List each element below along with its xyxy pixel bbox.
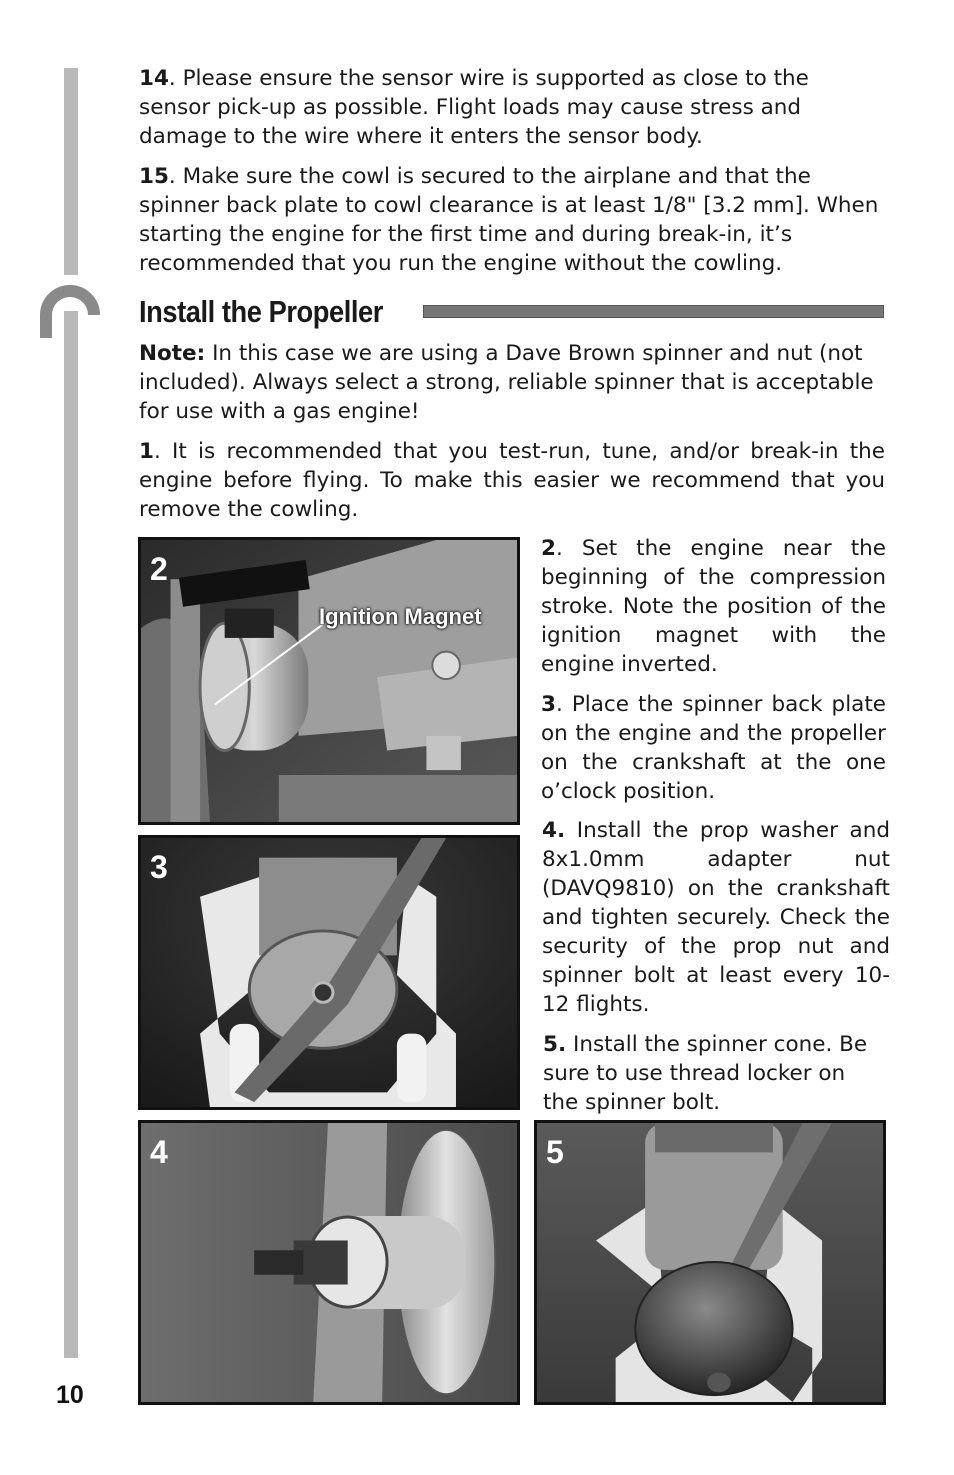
section-header <box>139 292 885 332</box>
photo-number: 4 <box>150 1134 168 1170</box>
note-paragraph <box>139 339 885 426</box>
step-text: . Make sure the cowl is secured to the airplane and that the spinner back plate to cowl clearance is at least 1/8" [3.2 mm]. When starting the engine for the first time and during break-in, it’s recommended that you run the engine without the cowling. <box>139 164 879 276</box>
backplate-propeller-illustration <box>141 838 517 1107</box>
photo-step-2 <box>138 537 520 825</box>
step-num: 3 <box>541 692 556 717</box>
step-14 <box>139 64 885 151</box>
step-num: 15 <box>139 164 169 189</box>
step-15 <box>139 162 885 278</box>
step-text: . Place the spinner back plate on the engine and the propeller on the crankshaft at the one o’clock position. <box>541 692 886 804</box>
step-4 <box>542 816 890 1019</box>
photo-number: 5 <box>546 1134 564 1170</box>
step-num: 4. <box>542 818 566 843</box>
step-text: Install the spinner cone. Be sure to use thread locker on the spinner bolt. <box>543 1032 868 1115</box>
step-text: . It is recommended that you test-run, tune, and/or break-in the engine before flying. To make this easier we recommend that you remove the cowling. <box>139 439 885 522</box>
prop-nut-illustration <box>141 1123 517 1402</box>
step-text: Install the prop washer and 8x1.0mm adapter nut (DAVQ9810) on the crankshaft and tighten securely. Check the security of the prop nut and spinner bolt at least every 10-12 flights. <box>542 818 890 1017</box>
ignition-magnet-label: Ignition Magnet <box>319 604 482 629</box>
photo-step-5 <box>534 1120 886 1405</box>
step-text: . Please ensure the sensor wire is supported as close to the sensor pick-up as possible. Flight loads may cause stress and damage to the wire where it enters the sensor body. <box>139 66 809 149</box>
photo-number: 3 <box>150 849 168 885</box>
note-text: In this case we are using a Dave Brown spinner and nut (not included). Always select a strong, reliable spinner that is acceptable for use with a gas engine! <box>139 341 874 424</box>
step-num: 14 <box>139 66 169 91</box>
sidebar-bar <box>64 68 78 1358</box>
step-num: 2 <box>541 536 556 561</box>
photo-step-4 <box>138 1120 520 1405</box>
step-3 <box>541 690 886 806</box>
section-hook-icon <box>40 283 100 341</box>
step-2 <box>541 534 886 679</box>
engine-magnet-illustration <box>141 540 517 822</box>
photo-number: 2 <box>150 551 168 587</box>
spinner-cone-illustration <box>537 1123 883 1402</box>
photo-step-3 <box>138 835 520 1110</box>
page-number: 10 <box>56 1381 84 1409</box>
step-1 <box>139 437 885 524</box>
note-label: Note: <box>139 341 206 366</box>
step-num: 1 <box>139 439 154 464</box>
step-num: 5. <box>543 1032 567 1057</box>
step-text: . Set the engine near the beginning of the compression stroke. Note the position of the ignition magnet with the engine inverted. <box>541 536 886 677</box>
heading-rule <box>423 305 884 318</box>
section-title: Install the Propeller <box>139 294 383 329</box>
step-5 <box>543 1030 886 1117</box>
